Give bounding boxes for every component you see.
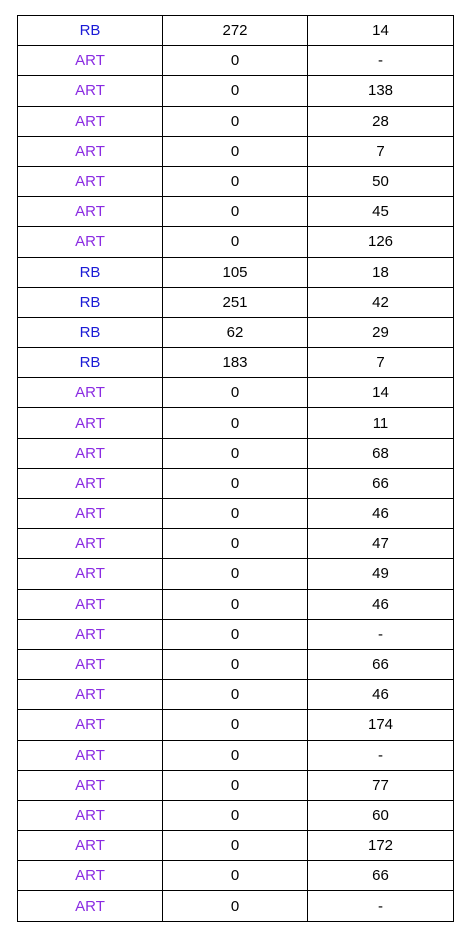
value-cell-2[interactable]: 0: [163, 136, 308, 166]
table-row: [18, 76, 454, 106]
type-cell[interactable]: RB: [18, 348, 163, 378]
type-cell[interactable]: ART: [18, 136, 163, 166]
type-cell[interactable]: ART: [18, 438, 163, 468]
value-cell-3[interactable]: 45: [308, 197, 454, 227]
table-row: [18, 16, 454, 46]
table-row: [18, 227, 454, 257]
table-row: [18, 891, 454, 921]
value-cell-3[interactable]: 42: [308, 287, 454, 317]
type-cell[interactable]: RB: [18, 317, 163, 347]
type-cell[interactable]: ART: [18, 408, 163, 438]
value-cell-3[interactable]: 46: [308, 589, 454, 619]
type-cell[interactable]: ART: [18, 227, 163, 257]
type-cell[interactable]: ART: [18, 529, 163, 559]
type-cell[interactable]: ART: [18, 891, 163, 921]
value-cell-3[interactable]: 7: [308, 348, 454, 378]
type-cell[interactable]: ART: [18, 619, 163, 649]
type-cell[interactable]: RB: [18, 16, 163, 46]
value-cell-2[interactable]: 0: [163, 227, 308, 257]
table-row: [18, 800, 454, 830]
value-cell-2[interactable]: 251: [163, 287, 308, 317]
type-cell[interactable]: ART: [18, 740, 163, 770]
value-cell-2[interactable]: 0: [163, 499, 308, 529]
value-cell-3[interactable]: 50: [308, 166, 454, 196]
value-cell-2[interactable]: 0: [163, 76, 308, 106]
type-cell[interactable]: ART: [18, 46, 163, 76]
type-cell[interactable]: ART: [18, 499, 163, 529]
table-row: [18, 559, 454, 589]
value-cell-3[interactable]: 18: [308, 257, 454, 287]
value-cell-3[interactable]: 49: [308, 559, 454, 589]
type-cell[interactable]: ART: [18, 770, 163, 800]
value-cell-2[interactable]: 0: [163, 649, 308, 679]
type-cell[interactable]: ART: [18, 559, 163, 589]
table-row: [18, 649, 454, 679]
value-cell-2[interactable]: 0: [163, 740, 308, 770]
type-cell[interactable]: ART: [18, 861, 163, 891]
type-cell[interactable]: ART: [18, 197, 163, 227]
value-cell-3[interactable]: 126: [308, 227, 454, 257]
value-cell-2[interactable]: 0: [163, 861, 308, 891]
table-row: [18, 166, 454, 196]
type-cell[interactable]: ART: [18, 680, 163, 710]
value-cell-3[interactable]: 7: [308, 136, 454, 166]
table-body: [18, 16, 454, 922]
value-cell-2[interactable]: 0: [163, 166, 308, 196]
value-cell-2[interactable]: 0: [163, 800, 308, 830]
table-row: [18, 257, 454, 287]
value-cell-3[interactable]: -: [308, 891, 454, 921]
value-cell-2[interactable]: 0: [163, 408, 308, 438]
type-cell[interactable]: ART: [18, 649, 163, 679]
value-cell-2[interactable]: 0: [163, 770, 308, 800]
value-cell-3[interactable]: 172: [308, 831, 454, 861]
type-cell[interactable]: ART: [18, 76, 163, 106]
type-cell[interactable]: RB: [18, 257, 163, 287]
value-cell-2[interactable]: 0: [163, 468, 308, 498]
table-row: [18, 317, 454, 347]
table-row: [18, 589, 454, 619]
value-cell-3[interactable]: -: [308, 619, 454, 649]
table-row: [18, 46, 454, 76]
value-cell-2[interactable]: 0: [163, 710, 308, 740]
table-row: [18, 287, 454, 317]
table-row: [18, 680, 454, 710]
value-cell-3[interactable]: 138: [308, 76, 454, 106]
value-cell-2[interactable]: 0: [163, 559, 308, 589]
value-cell-2[interactable]: 0: [163, 831, 308, 861]
type-cell[interactable]: ART: [18, 710, 163, 740]
value-cell-3[interactable]: 77: [308, 770, 454, 800]
value-cell-3[interactable]: 14: [308, 378, 454, 408]
table-row: [18, 861, 454, 891]
value-cell-2[interactable]: 0: [163, 46, 308, 76]
table-row: [18, 438, 454, 468]
value-cell-3[interactable]: 66: [308, 468, 454, 498]
table-row: [18, 619, 454, 649]
value-cell-2[interactable]: 183: [163, 348, 308, 378]
type-cell[interactable]: ART: [18, 800, 163, 830]
value-cell-3[interactable]: 46: [308, 499, 454, 529]
value-cell-2[interactable]: 0: [163, 197, 308, 227]
table-row: [18, 106, 454, 136]
value-cell-2[interactable]: 0: [163, 378, 308, 408]
value-cell-2[interactable]: 272: [163, 16, 308, 46]
table-row: [18, 710, 454, 740]
type-cell[interactable]: ART: [18, 166, 163, 196]
table-row: [18, 136, 454, 166]
value-cell-2[interactable]: 0: [163, 529, 308, 559]
value-cell-3[interactable]: 68: [308, 438, 454, 468]
type-cell[interactable]: ART: [18, 589, 163, 619]
value-cell-3[interactable]: -: [308, 46, 454, 76]
value-cell-3[interactable]: 11: [308, 408, 454, 438]
value-cell-2[interactable]: 0: [163, 891, 308, 921]
table-row: [18, 831, 454, 861]
value-cell-3[interactable]: 66: [308, 861, 454, 891]
type-cell[interactable]: ART: [18, 106, 163, 136]
type-cell[interactable]: ART: [18, 831, 163, 861]
table-row: [18, 499, 454, 529]
data-table: [17, 15, 454, 922]
value-cell-3[interactable]: -: [308, 740, 454, 770]
type-cell[interactable]: ART: [18, 468, 163, 498]
table-row: [18, 348, 454, 378]
value-cell-3[interactable]: 29: [308, 317, 454, 347]
table-row: [18, 468, 454, 498]
table-row: [18, 740, 454, 770]
value-cell-3[interactable]: 14: [308, 16, 454, 46]
value-cell-2[interactable]: 0: [163, 589, 308, 619]
table-row: [18, 529, 454, 559]
value-cell-3[interactable]: 60: [308, 800, 454, 830]
value-cell-3[interactable]: 28: [308, 106, 454, 136]
spreadsheet: [17, 15, 453, 922]
value-cell-2[interactable]: 0: [163, 680, 308, 710]
value-cell-3[interactable]: 46: [308, 680, 454, 710]
value-cell-2[interactable]: 0: [163, 619, 308, 649]
table-row: [18, 197, 454, 227]
value-cell-3[interactable]: 47: [308, 529, 454, 559]
value-cell-2[interactable]: 105: [163, 257, 308, 287]
type-cell[interactable]: ART: [18, 378, 163, 408]
value-cell-2[interactable]: 0: [163, 106, 308, 136]
type-cell[interactable]: RB: [18, 287, 163, 317]
table-row: [18, 770, 454, 800]
value-cell-2[interactable]: 0: [163, 438, 308, 468]
value-cell-3[interactable]: 174: [308, 710, 454, 740]
value-cell-2[interactable]: 62: [163, 317, 308, 347]
table-row: [18, 378, 454, 408]
table-row: [18, 408, 454, 438]
value-cell-3[interactable]: 66: [308, 649, 454, 679]
